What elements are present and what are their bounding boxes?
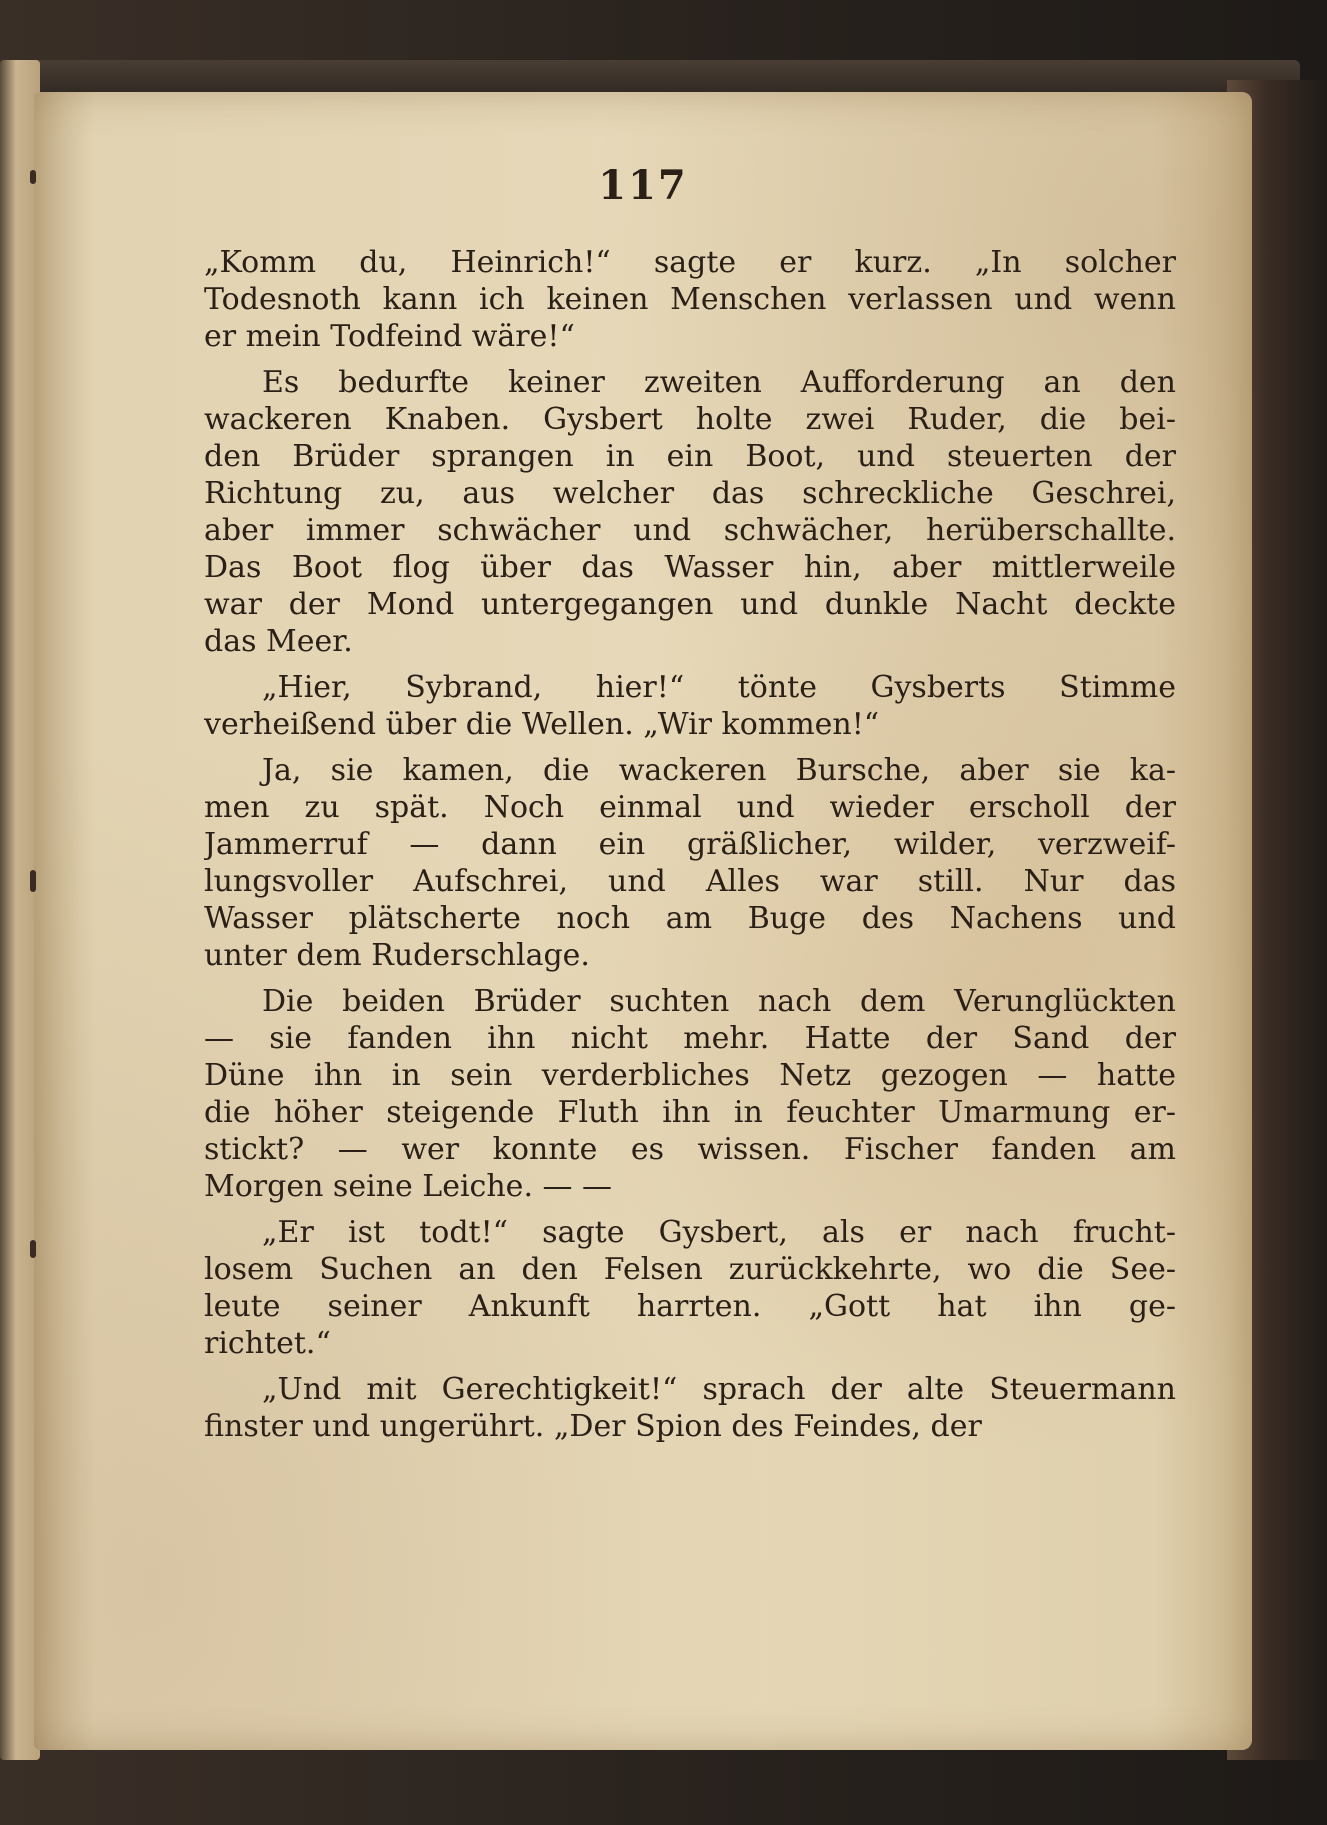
paragraph (204, 752, 1176, 974)
text-line: das Meer. (204, 624, 353, 659)
paragraph (204, 1371, 1176, 1445)
text-line: verheißend über die Wellen. „Wir kommen!“ (204, 707, 880, 742)
binding-thread-mark (30, 1240, 36, 1258)
binding-thread-mark (30, 170, 36, 184)
text-line: Ja, sie kamen, die wackeren Bursche, aber sie ka- (262, 753, 1176, 788)
text-line: Todesnoth kann ich keinen Menschen verlassen und wenn (204, 282, 1176, 317)
text-line: men zu spät. Noch einmal und wieder erscholl der (204, 790, 1176, 825)
page-body-text (204, 244, 1176, 1445)
paragraph-gap (204, 1362, 1176, 1371)
text-line: die höher steigende Fluth ihn in feuchter Umarmung er- (204, 1095, 1176, 1130)
text-line: „Und mit Gerechtigkeit!“ sprach der alte Steuermann (262, 1372, 1176, 1407)
paragraph-gap (204, 355, 1176, 364)
text-line: den Brüder sprangen in ein Boot, und steuerten der (204, 439, 1176, 474)
text-line: aber immer schwächer und schwächer, herüberschallte. (204, 513, 1176, 548)
page-number: 117 (598, 162, 688, 209)
text-line: Die beiden Brüder suchten nach dem Verunglückten (262, 984, 1176, 1019)
paragraph (204, 1214, 1176, 1362)
text-line: er mein Todfeind wäre!“ (204, 319, 575, 354)
text-line: lungsvoller Aufschrei, und Alles war still. Nur das (204, 864, 1176, 899)
paragraph (204, 983, 1176, 1205)
text-line: war der Mond untergegangen und dunkle Nacht deckte (204, 587, 1176, 622)
text-line: Das Boot flog über das Wasser hin, aber mittlerweile (204, 550, 1176, 585)
book-page (34, 92, 1252, 1750)
text-line: losem Suchen an den Felsen zurückkehrte, wo die See- (204, 1252, 1176, 1287)
text-line: „Er ist todt!“ sagte Gysbert, als er nach frucht- (262, 1215, 1176, 1250)
text-line: leute seiner Ankunft harrten. „Gott hat ihn ge- (204, 1289, 1176, 1324)
text-line: Wasser plätscherte noch am Buge des Nachens und (204, 901, 1176, 936)
paragraph (204, 244, 1176, 355)
text-line: „Komm du, Heinrich!“ sagte er kurz. „In solcher (204, 245, 1176, 280)
paragraph (204, 364, 1176, 660)
text-line: stickt? — wer konnte es wissen. Fischer fanden am (204, 1132, 1176, 1167)
paragraph-gap (204, 974, 1176, 983)
text-line: Es bedurfte keiner zweiten Aufforderung an den (262, 365, 1176, 400)
text-line: finster und ungerührt. „Der Spion des Feindes, der (204, 1409, 982, 1444)
paragraph-gap (204, 1205, 1176, 1214)
text-line: unter dem Ruderschlage. (204, 938, 590, 973)
text-line: Düne ihn in sein verderbliches Netz gezogen — hatte (204, 1058, 1176, 1093)
text-line: Richtung zu, aus welcher das schreckliche Geschrei, (204, 476, 1176, 511)
text-line: richtet.“ (204, 1326, 331, 1361)
text-line: Morgen seine Leiche. — — (204, 1169, 613, 1204)
binding-thread-mark (30, 870, 36, 892)
paragraph-gap (204, 660, 1176, 669)
paragraph-gap (204, 743, 1176, 752)
paragraph (204, 669, 1176, 743)
text-line: — sie fanden ihn nicht mehr. Hatte der Sand der (204, 1021, 1176, 1056)
text-line: „Hier, Sybrand, hier!“ tönte Gysberts Stimme (262, 670, 1176, 705)
text-line: wackeren Knaben. Gysbert holte zwei Ruder, die bei- (204, 402, 1176, 437)
text-line: Jammerruf — dann ein gräßlicher, wilder, verzweif- (204, 827, 1176, 862)
